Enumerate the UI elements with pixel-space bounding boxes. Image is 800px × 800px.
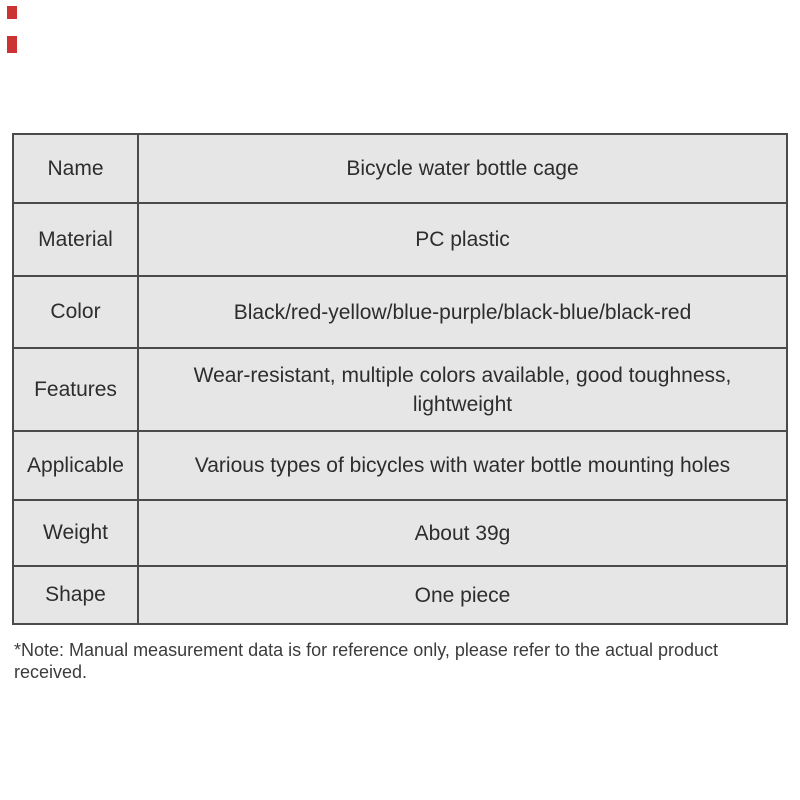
row-label: Name xyxy=(14,135,139,202)
table-row-weight xyxy=(14,501,786,567)
row-value: About 39g xyxy=(139,501,786,565)
red-mark-icon xyxy=(7,36,17,53)
table-row-features xyxy=(14,349,786,432)
row-label: Color xyxy=(14,277,139,347)
measurement-note: *Note: Manual measurement data is for reference only, please refer to the actual product received. xyxy=(14,640,719,682)
row-value: Various types of bicycles with water bottle mounting holes xyxy=(139,432,786,499)
table-row-shape xyxy=(14,567,786,623)
red-mark-icon xyxy=(7,6,17,19)
row-value: Black/red-yellow/blue-purple/black-blue/black-red xyxy=(139,277,786,347)
row-value: PC plastic xyxy=(139,204,786,275)
row-value: One piece xyxy=(139,567,786,623)
product-spec-table xyxy=(12,133,788,625)
row-label: Weight xyxy=(14,501,139,565)
table-row-color xyxy=(14,277,786,349)
table-row-material xyxy=(14,204,786,277)
table-row-name xyxy=(14,135,786,204)
row-label: Features xyxy=(14,349,139,430)
row-value: Wear-resistant, multiple colors available, good toughness, lightweight xyxy=(139,349,786,430)
row-label: Material xyxy=(14,204,139,275)
table-row-applicable xyxy=(14,432,786,501)
row-value: Bicycle water bottle cage xyxy=(139,135,786,202)
row-label: Shape xyxy=(14,567,139,623)
row-label: Applicable xyxy=(14,432,139,499)
